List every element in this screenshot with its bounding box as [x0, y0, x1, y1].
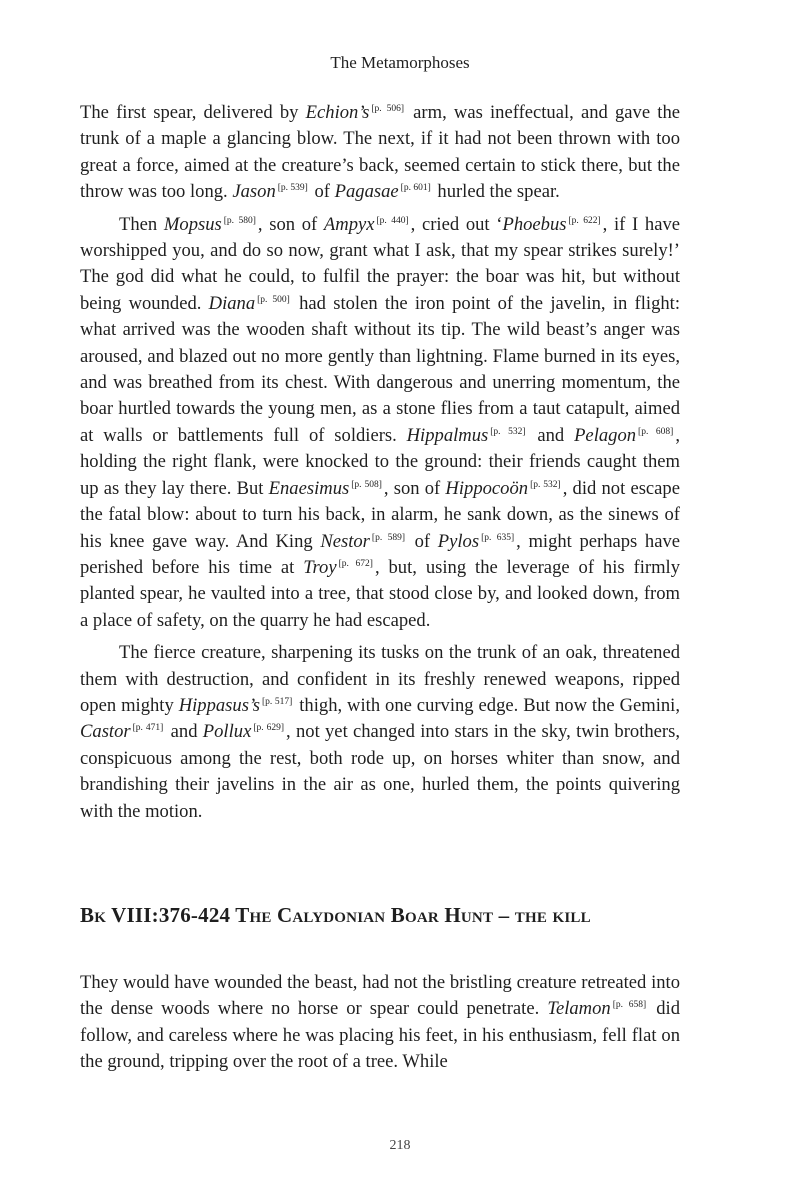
text-run: , might perhaps have perished before his time at	[80, 530, 681, 578]
text-run: and	[165, 721, 203, 743]
text-run: Then	[119, 213, 164, 235]
name-pagasae: Pagasae	[334, 181, 399, 203]
paragraph-1	[80, 100, 680, 206]
page-reference: [p. 580]	[223, 215, 256, 226]
text-run: of	[407, 530, 438, 552]
body-text	[80, 100, 680, 831]
page-reference: [p. 506]	[371, 104, 404, 114]
name-enaesimus: Enaesimus	[268, 477, 350, 499]
text-run: , if I have worshipped you, and do so now, grant what I ask, that my spear strikes surely!’ The god did what he could, to fulfil the prayer: the boar was hit, but without being wounded.	[80, 213, 681, 314]
text-run: of	[309, 181, 335, 203]
page-reference: [p. 471]	[132, 723, 164, 734]
page-reference: [p. 672]	[338, 558, 373, 569]
name-diana: Diana	[208, 292, 256, 314]
name-hippalmus: Hippalmus	[406, 424, 489, 446]
text-run: , holding the right flank, were knocked to the ground: their friends caught them up as they lay there. But	[80, 424, 680, 499]
page-reference: [p. 629]	[253, 723, 285, 734]
page-reference: [p. 500]	[257, 294, 290, 305]
page-reference: [p. 517]	[261, 696, 293, 707]
name-hippasus: Hippasus’s	[178, 694, 260, 716]
running-header: The Metamorphoses	[330, 53, 470, 72]
text-run: arm, was ineffectual, and gave the trunk of a maple a glancing blow. The next, if it had not been thrown with too great a force, aimed at the creature’s back, seemed certain to stick there, but the throw was too long.	[80, 102, 680, 203]
page-reference: [p. 635]	[481, 532, 515, 543]
page-reference: [p. 658]	[612, 1000, 647, 1011]
text-run: , but, using the leverage of his firmly planted spear, he vaulted into a tree, that stood close by, and looked down, from a place of safety, on the quarry he had escaped.	[80, 556, 680, 631]
text-run: , son of	[257, 213, 324, 235]
page-reference: [p. 622]	[568, 215, 601, 226]
text-run: , not yet changed into stars in the sky, twin brothers, conspicuous among the rest, both rode up, on horses whiter than snow, and brandishing their javelins in the air as one, hurled them, the points quivering with the motion.	[80, 721, 681, 822]
text-run: The first spear, delivered by	[80, 102, 306, 123]
page-reference: [p. 608]	[638, 426, 674, 437]
name-pollux: Pollux	[202, 721, 252, 743]
section-heading: Bk VIII:376-424 The Calydonian Boar Hunt – the kill	[80, 903, 591, 927]
text-run: , cried out ‘	[410, 213, 503, 235]
page-reference: [p. 589]	[371, 532, 405, 543]
page-reference: [p. 532]	[490, 426, 526, 437]
name-ampyx: Ampyx	[323, 213, 375, 235]
name-nestor: Nestor	[320, 530, 370, 552]
page-reference: [p. 601]	[400, 183, 431, 194]
name-pelagon: Pelagon	[574, 424, 637, 446]
text-run: , son of	[383, 477, 446, 499]
text-run: did follow, and careless where he was placing his feet, in his enthusiasm, fell flat on the ground, tripping over the root of a tree. While	[80, 998, 681, 1073]
name-phoebus: Phoebus	[502, 213, 567, 235]
name-jason: Jason	[232, 181, 276, 203]
name-troy: Troy	[303, 556, 337, 578]
name-hippocoon: Hippocoön	[445, 477, 529, 499]
paragraph-3	[80, 640, 680, 825]
page-reference: [p. 508]	[351, 479, 382, 490]
page-number: 218	[389, 1138, 411, 1153]
name-castor: Castor	[80, 721, 131, 743]
page-reference: [p. 539]	[277, 183, 308, 194]
paragraph-2	[80, 212, 680, 635]
name-pylos: Pylos	[437, 530, 480, 552]
text-run: had stolen the iron point of the javelin, in flight: what arrived was the wooden shaft without its tip. The wild beast’s anger was aroused, and blazed out no more gently than lightning. Flame burned in its eyes, and was breathed from its chest. With dangerous and unerring momentum, the boar hurtled towards the young men, as a stone flies from a taut catapult, aimed at walls or battlements full of soldiers.	[80, 292, 681, 446]
name-echion: Echion’s	[305, 102, 370, 123]
paragraph-4	[80, 970, 680, 1076]
text-run: hurled the spear.	[432, 181, 560, 203]
text-run: The fierce creature, sharpening its tusks on the trunk of an oak, threatened them with destruction, and confident in its freshly renewed weapons, ripped open mighty	[80, 642, 680, 716]
name-mopsus: Mopsus	[163, 213, 222, 235]
text-run: , did not escape the fatal blow: about to turn his back, in alarm, he sank down, as the sinews of his knee gave way. And King	[80, 477, 680, 552]
text-run: and	[527, 424, 575, 446]
body-text-continued	[80, 970, 680, 1076]
page-reference: [p. 440]	[376, 215, 409, 226]
page-reference: [p. 532]	[530, 479, 561, 490]
name-telamon: Telamon	[547, 998, 611, 1020]
text-run: thigh, with one curving edge. But now the Gemini,	[294, 694, 680, 716]
text-run: They would have wounded the beast, had not the bristling creature retreated into the dense woods where no horse or spear could penetrate.	[80, 972, 680, 1020]
